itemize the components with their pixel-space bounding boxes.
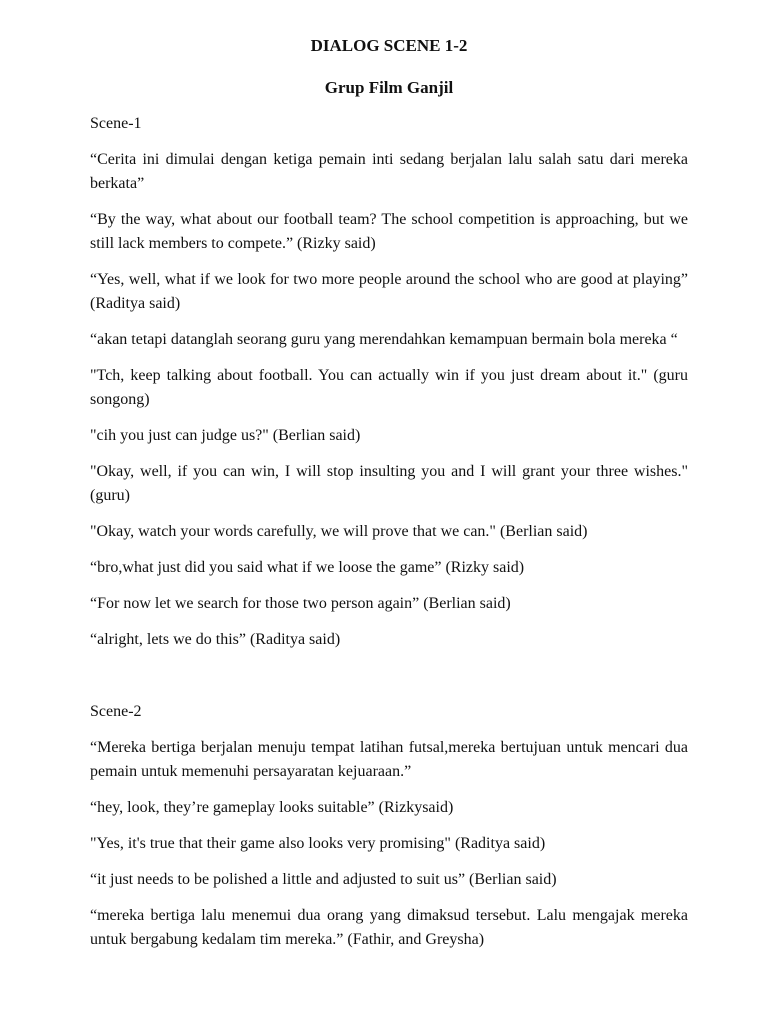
scene-1-paragraph: “Cerita ini dimulai dengan ketiga pemain inti sedang berjalan lalu salah satu dari mereka berkata” <box>90 151 688 192</box>
scene-2-paragraph: “hey, look, they’re gameplay looks suitable” (Rizkysaid) <box>90 799 454 816</box>
scene-1-section <box>90 112 688 652</box>
scene-1-paragraph: “akan tetapi datanglah seorang guru yang merendahkan kemampuan bermain bola mereka “ <box>90 331 678 348</box>
scene-2-paragraph: “mereka bertiga lalu menemui dua orang yang dimaksud tersebut. Lalu mengajak mereka untuk bergabung kedalam tim mereka.” (Fathir, and Greysha) <box>90 907 688 948</box>
scene-2-section <box>90 700 688 952</box>
document-subtitle: Grup Film Ganjil <box>324 78 454 97</box>
scene-2-paragraph: “it just needs to be polished a little and adjusted to suit us” (Berlian said) <box>90 871 557 888</box>
scene-2-paragraph: "Yes, it's true that their game also looks very promising" (Raditya said) <box>90 835 546 852</box>
scene-1-paragraph: "cih you just can judge us?" (Berlian said) <box>90 427 361 444</box>
scene-1-paragraph: "Tch, keep talking about football. You can actually win if you just dream about it." (guru songong) <box>90 367 688 408</box>
scene-2-heading: Scene-2 <box>90 703 142 720</box>
scene-1-paragraph: “Yes, well, what if we look for two more people around the school who are good at playing” (Raditya said) <box>90 271 688 312</box>
scene-1-paragraph: “bro,what just did you said what if we loose the game” (Rizky said) <box>90 559 525 576</box>
scene-1-paragraph: "Okay, well, if you can win, I will stop insulting you and I will grant your three wishes." (guru) <box>90 463 688 504</box>
document-title: DIALOG SCENE 1-2 <box>310 36 468 55</box>
scene-1-paragraph: “For now let we search for those two person again” (Berlian said) <box>90 595 511 612</box>
scene-1-paragraph: "Okay, watch your words carefully, we will prove that we can." (Berlian said) <box>90 523 588 540</box>
scene-1-heading: Scene-1 <box>90 115 142 132</box>
document-page <box>90 34 688 952</box>
scene-1-paragraph: “alright, lets we do this” (Raditya said) <box>90 631 341 648</box>
scene-2-paragraph: “Mereka bertiga berjalan menuju tempat latihan futsal,mereka bertujuan untuk mencari dua pemain untuk memenuhi persayaratan kejuaraan.” <box>90 739 688 780</box>
scene-1-paragraph: “By the way, what about our football team? The school competition is approaching, but we still lack members to compete.” (Rizky said) <box>90 211 688 252</box>
